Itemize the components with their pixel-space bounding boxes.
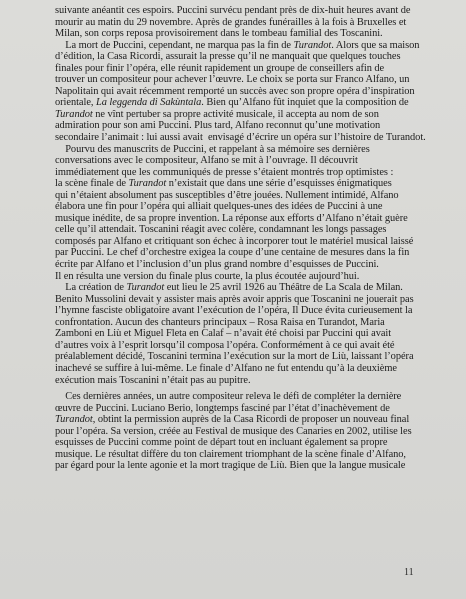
text-run: celle qu’il attendait. Toscanini réagit avec colère, condamnant les longs passages xyxy=(55,224,387,236)
text-run: écrite par Alfano et l’inclusion d’un plus grand nombre d’esquisses de Puccini. xyxy=(55,259,379,271)
text-run: Il en résulta une version du finale plus courte, la plus écoutée aujourd’hui. xyxy=(55,270,360,282)
text-line xyxy=(55,17,423,29)
text-run: d’autres voix à l’esprit lorsqu’il composa l’opéra. Conformément à ce qui avait été xyxy=(55,339,395,351)
text-run: musique inédite, de sa propre invention. La réponse aux efforts d’Alfano n’était guère xyxy=(55,212,408,224)
text-run: par égard pour la lente agonie et la mort tragique de Liù. Bien que la langue musicale xyxy=(55,460,406,472)
text-line xyxy=(55,351,423,363)
text-run: Zamboni en Liù et Miguel Fleta en Calaf – n’avait été choisi par Puccini qui avait xyxy=(55,328,392,340)
text-line xyxy=(55,328,423,340)
text-run: finales pour finir l’opéra, elle réunit rapidement un groupe de conseillers afin de xyxy=(55,62,385,74)
italic-title: La leggenda di Sakùntala xyxy=(96,97,202,109)
text-line xyxy=(55,294,423,306)
text-line xyxy=(55,317,423,329)
text-run: n’existait que dans une série d’esquisses énigmatiques xyxy=(166,178,392,190)
text-run: esquisses de Puccini comme point de départ tout en incluant également sa propre xyxy=(55,437,388,449)
text-run: mourir au matin du 29 novembre. Après de grandes funérailles à la fois à Bruxelles et xyxy=(55,16,407,28)
paragraph xyxy=(55,282,423,386)
text-run: Benito Mussolini devait y assister mais après avoir appris que Toscanini ne jouerait pas xyxy=(55,293,414,305)
text-line xyxy=(55,213,423,225)
text-run: trouver un compositeur pour achever l’œuvre. Le choix se porta sur Franco Alfano, un xyxy=(55,74,410,86)
text-line xyxy=(55,449,423,461)
text-line xyxy=(55,375,423,387)
text-run: préalablement décidé, Toscanini termina l’exécution sur la mort de Liù, laissant l’opéra xyxy=(55,351,414,363)
text-run: Milan, son corps reposa provisoirement dans le tombeau familial des Toscanini. xyxy=(55,28,383,40)
text-run: ne vînt pertuber sa propre activité musicale, il accepta au nom de son xyxy=(92,108,379,120)
text-line xyxy=(55,167,423,179)
text-run: musique. Le résultat diffère du ton clairement triomphant de la scène finale d’Alfano, xyxy=(55,448,406,460)
text-line xyxy=(55,340,423,352)
text-line xyxy=(55,236,423,248)
text-run: admiration pour son ami Puccini. Plus tard, Alfano reconnut qu’une motivation xyxy=(55,120,381,132)
italic-title: Turandot xyxy=(126,282,165,294)
italic-title: Turandot xyxy=(55,414,93,426)
text-line xyxy=(55,247,423,259)
text-line xyxy=(55,414,423,426)
text-line xyxy=(55,74,423,86)
text-line xyxy=(55,190,423,202)
text-run: exécution mais Toscanini n’était pas au pupitre. xyxy=(55,374,251,386)
italic-title: Turandot xyxy=(128,178,167,190)
text-line xyxy=(55,363,423,375)
text-line xyxy=(55,282,423,294)
text-run: par Puccini. Le chef d’orchestre exigea la coupe d’une centaine de mesures dans la fin xyxy=(55,247,410,259)
page-number: 11 xyxy=(404,567,414,578)
text-run: conversations avec le compositeur, Alfano se mit à l’ouvrage. Il découvrit xyxy=(55,155,358,167)
text-run: . Bien qu’Alfano fût inquiet que la composition de xyxy=(201,97,409,109)
text-run: Napolitain qui avait récemment remporté un succès avec son propre opéra d’inspiration xyxy=(55,85,415,97)
text-line xyxy=(55,63,423,75)
text-line xyxy=(55,391,423,403)
text-line xyxy=(55,155,423,167)
text-line xyxy=(55,86,423,98)
text-run: pour l’opéra. Sa version, créée au Festival de musique des Canaries en 2002, utilise les xyxy=(55,425,412,437)
text-line xyxy=(55,28,423,40)
text-run: élabora une fin pour l’opéra qui alliait quelques-unes des idées de Puccini à une xyxy=(55,201,383,213)
text-line xyxy=(55,224,423,236)
text-run: suivante anéantit ces espoirs. Puccini survécu pendant près de dix-huit heures avant de xyxy=(55,5,411,16)
text-line xyxy=(55,144,423,156)
text-run: inachevé se suffire à lui-même. Le finale d’Alfano ne fut entendu qu’à la deuxième xyxy=(55,362,397,374)
text-line xyxy=(55,305,423,317)
paragraph xyxy=(55,144,423,283)
text-line xyxy=(55,259,423,271)
text-line xyxy=(55,40,423,52)
text-line xyxy=(55,271,423,283)
text-run: . Alors que sa maison xyxy=(331,39,420,51)
paragraph xyxy=(55,5,423,40)
text-line xyxy=(55,5,423,17)
text-line xyxy=(55,51,423,63)
text-line xyxy=(55,460,423,472)
italic-title: Turandot xyxy=(293,39,332,51)
text-run: Ces dernières années, un autre compositeur releva le défi de compléter la dernière xyxy=(55,391,402,403)
text-run: Pourvu des manuscrits de Puccini, et rappelant à sa mémoire ses dernières xyxy=(55,143,370,155)
text-run: immédiatement que les communiqués de presse s’étaient montrés trop optimistes : xyxy=(55,166,394,178)
text-run: La création de xyxy=(55,282,127,294)
text-run: la scène finale de xyxy=(55,178,129,190)
text-run: secondaire l’animait : lui aussi avait envisagé d’écrire un opéra sur l’histoire de Turandot. xyxy=(55,132,426,144)
text-line xyxy=(55,201,423,213)
text-line xyxy=(55,109,423,121)
paragraph xyxy=(55,39,426,144)
paragraph xyxy=(55,391,423,472)
text-line xyxy=(55,120,423,132)
text-line xyxy=(55,97,423,109)
text-run: l’hymne fasciste obligatoire avant l’exécution de l’opéra, Il Duce évita curieusement la xyxy=(55,305,413,317)
text-line xyxy=(55,426,423,438)
text-run: orientale, xyxy=(55,97,96,109)
text-run: confrontation. Aucun des chanteurs principaux – Rosa Raisa en Turandot, Maria xyxy=(55,316,385,328)
text-line xyxy=(55,178,423,190)
text-run: eut lieu le 25 avril 1926 au Théâtre de La Scala de Milan. xyxy=(164,282,403,294)
text-line xyxy=(55,403,423,415)
text-line xyxy=(55,437,423,449)
text-run: , obtint la permission auprès de la Casa Ricordi de proposer un nouveau final xyxy=(92,414,410,426)
text-run: La mort de Puccini, cependant, ne marqua pas la fin de xyxy=(55,39,294,51)
text-line xyxy=(55,132,426,144)
text-run: d’édition, la Casa Ricordi, assurait la presse qu’il ne manquait que quelques touches xyxy=(55,51,401,63)
italic-title: Turandot xyxy=(55,108,93,120)
text-run: composés par Alfano et critiquant son échec à incorporer tout le matériel musical laissé xyxy=(55,235,414,247)
text-run: qui n’étaient absolument pas susceptibles d’être jouées. Nullement intimidé, Alfano xyxy=(55,189,399,201)
text-run: œuvre de Puccini. Luciano Berio, longtemps fasciné par l’état d’inachèvement de xyxy=(55,402,390,414)
body-text xyxy=(55,5,426,472)
